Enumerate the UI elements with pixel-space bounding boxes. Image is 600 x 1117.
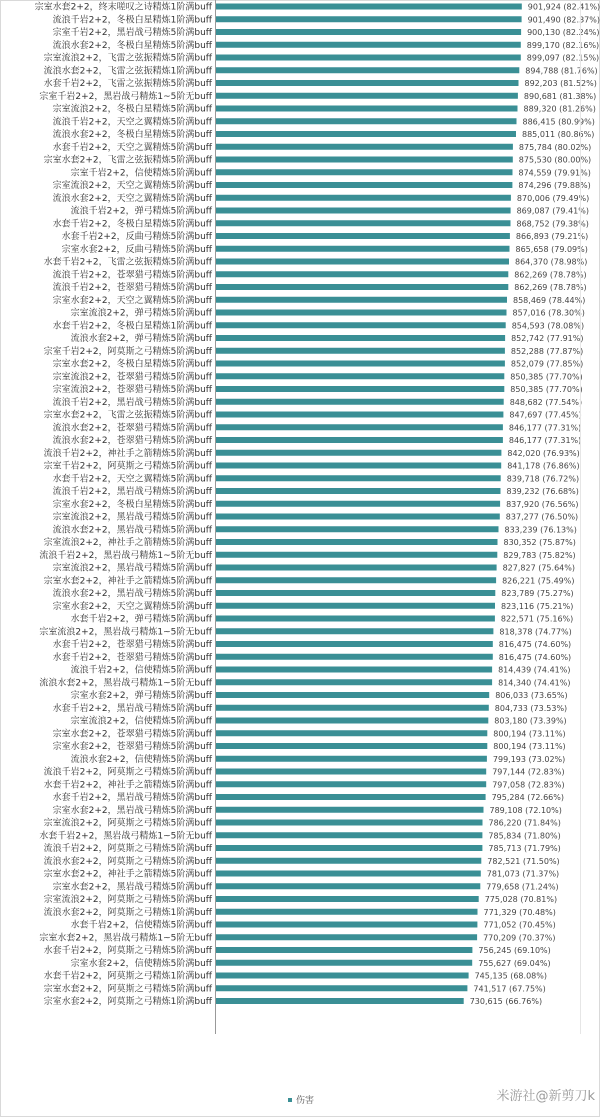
bar[interactable] [216,373,504,379]
value-label: 900,130 (82.24%) [527,28,600,37]
category-label: 宗室千岩2+2，黑岩战弓精炼1~5阶无buff [39,91,212,102]
value-label: 865,658 (79.09%) [515,244,588,254]
category-label: 宗室水套2+2，冬极白星精炼5阶满buff [52,359,212,370]
category-label: 宗室千岩2+2，黑岩战弓精炼5阶满buff [52,28,212,38]
bar[interactable] [216,654,493,660]
value-label: 850,385 (77.70%) [510,385,583,394]
bar[interactable] [216,233,510,239]
category-label: 流浪千岩2+2，黑岩战弓精炼5阶满buff [52,397,212,408]
value-label: 800,194 (73.11%) [493,729,566,739]
category-label: 水套千岩2+2，苍翠猎弓精炼5阶满buff [52,640,212,650]
category-label: 宗室水套2+2，黑岩战弓精炼1~5阶无buff [39,933,212,944]
bar[interactable] [216,501,500,507]
value-label: 850,385 (77.70%) [510,372,583,382]
bars [216,4,522,1005]
category-label: 流浪水套2+2，黑岩战弓精炼1~5阶无buff [39,678,212,689]
category-label: 流浪水套2+2，弹弓精炼5阶满buff [70,334,212,344]
bar[interactable] [216,769,486,775]
legend[interactable] [288,1094,314,1106]
value-label: 816,475 (74.60%) [498,652,572,662]
value-label: 830,352 (75.87%) [503,538,576,547]
bar[interactable] [216,526,499,532]
category-label: 流浪水套2+2，阿莫斯之弓精炼1阶满buff [43,907,212,918]
bar[interactable] [216,322,506,328]
bar[interactable] [216,985,467,991]
category-label: 流浪水套2+2，信使精炼5阶满buff [70,754,212,765]
bar[interactable] [216,475,501,481]
category-label: 宗室流浪2+2，黑岩战弓精炼5阶满buff [52,512,212,523]
category-label: 宗室流浪2+2，冬极白星精炼5阶满buff [52,104,212,115]
bar[interactable] [216,55,521,61]
category-label: 宗室流浪2+2，黑岩战弓精炼1~5阶无buff [39,627,212,638]
category-label: 宗室流浪2+2，苍翠猎弓精炼5阶满buff [52,372,212,383]
value-label: 885,011 (80.86%) [522,130,595,139]
bar[interactable] [216,858,481,864]
value-label: 822,571 (75.16%) [500,614,574,624]
bar[interactable] [216,565,497,571]
category-label: 流浪千岩2+2，黑岩战弓精炼5阶满buff [52,487,212,497]
category-label: 水套千岩2+2，冬极白星精炼5阶满buff [52,219,212,230]
bar[interactable] [216,348,505,354]
bar[interactable] [216,628,493,634]
value-label: 745,135 (68.08%) [474,971,547,981]
bar[interactable] [216,896,479,902]
category-label: 流浪千岩2+2，信使精炼5阶满buff [70,665,212,676]
bar[interactable] [216,80,519,86]
bar[interactable] [216,960,472,966]
bar[interactable] [216,310,507,316]
category-label: 宗室千岩2+2，信使精炼5阶满buff [70,168,212,179]
category-label: 流浪千岩2+2，弹弓精炼5阶满buff [70,206,212,217]
value-label: 799,193 (73.02%) [492,754,566,764]
value-label: 847,697 (77.45%) [509,410,582,420]
value-label: 833,239 (76.13%) [504,525,577,535]
bar[interactable] [216,131,516,137]
category-label: 宗室水套2+2，神社手之箭精炼5阶满buff [43,576,212,587]
category-label: 宗室水套2+2，飞雷之弦振精炼5阶满buff [43,410,212,421]
bar[interactable] [216,909,478,915]
value-label: 781,073 (71.37%) [486,869,560,879]
category-label: 宗室流浪2+2，天空之翼精炼5阶满buff [52,181,212,191]
bar[interactable] [216,947,472,953]
value-label: 775,028 (70.81%) [484,895,558,904]
category-label: 水套千岩2+2，阿莫斯之弓精炼5阶满buff [43,946,212,956]
bar[interactable] [216,437,503,443]
value-label: 804,733 (73.53%) [494,703,568,713]
category-label: 水套千岩2+2，黑岩战弓精炼5阶满buff [52,793,212,803]
value-label: 866,893 (79.21%) [515,232,589,241]
value-label: 785,834 (71.80%) [488,831,561,841]
value-label: 886,415 (80.99%) [522,117,595,127]
bar[interactable] [216,794,486,800]
category-label: 宗室流浪2+2，苍翠猎弓精炼5阶满buff [52,385,212,395]
category-label: 流浪水套2+2，黑岩战弓精炼5阶满buff [52,589,212,599]
value-label: 800,194 (73.11%) [493,742,566,751]
value-label: 826,221 (75.49%) [502,576,575,586]
bar[interactable] [216,195,511,201]
bar[interactable] [216,871,481,877]
bar[interactable] [216,157,513,163]
bar[interactable] [216,488,501,494]
bar[interactable] [216,144,513,150]
value-label: 852,742 (77.91%) [511,334,584,343]
bar[interactable] [216,399,504,405]
value-label: 839,718 (76.72%) [506,474,580,484]
category-label: 宗室水套2+2，阿莫斯之弓精炼1阶满buff [43,997,212,1007]
bar[interactable] [216,284,508,290]
category-label: 宗室水套2+2，神社手之箭精炼5阶满buff [43,869,212,880]
category-label: 流浪水套2+2，飞雷之弦振精炼1阶满buff [43,66,212,77]
value-label: 846,177 (77.31%) [508,436,582,445]
value-label: 795,284 (72.66%) [491,793,564,802]
category-label: 水套千岩2+2，黑岩战弓精炼1~5阶无buff [39,831,212,842]
legend-label: 伤害 [296,1096,315,1106]
value-label: 741,517 (67.75%) [473,984,546,994]
bar[interactable] [216,118,517,124]
bar[interactable] [216,424,503,430]
value-label: 868,752 (79.38%) [516,219,589,229]
value-label: 875,530 (80.00%) [518,155,592,165]
value-label: 837,920 (76.56%) [506,499,579,509]
value-label: 901,490 (82.37%) [527,15,600,25]
value-label: 892,203 (81.52%) [524,79,597,88]
category-label: 流浪千岩2+2，冬极白星精炼1阶满buff [52,15,212,26]
category-label: 宗室水套2+2，信使精炼5阶满buff [70,958,212,969]
category-label: 流浪千岩2+2，天空之翼精炼5阶满buff [52,117,212,128]
category-label: 宗室水套2+2，弹弓精炼5阶满buff [70,691,212,701]
category-label: 流浪水套2+2，阿莫斯之弓精炼5阶满buff [43,856,212,867]
value-label: 846,177 (77.31%) [508,423,582,433]
value-label: 779,658 (71.24%) [486,882,559,892]
category-label: 宗室千岩2+2，阿莫斯之弓精炼5阶满buff [43,461,212,472]
category-label: 流浪水套2+2，苍翠猎弓精炼5阶满buff [52,423,212,434]
category-label: 水套千岩2+2，黑岩战弓精炼5阶满buff [52,703,212,714]
bar[interactable] [216,577,496,583]
value-label: 823,789 (75.27%) [501,589,574,598]
bar[interactable] [216,679,492,685]
bar[interactable] [216,514,500,520]
bar[interactable] [216,820,483,826]
category-label: 宗室水套2+2，终末嗟叹之诗精炼1阶满buff [34,2,212,13]
category-label: 宗室流浪2+2，阿莫斯之弓精炼5阶满buff [43,895,212,905]
category-label: 水套千岩2+2，天空之翼精炼5阶满buff [52,142,212,153]
bar[interactable] [216,297,507,303]
category-label: 水套千岩2+2，冬极白星精炼1阶满buff [52,321,212,332]
category-label: 宗室流浪2+2，飞雷之弦振精炼5阶满buff [43,53,212,64]
value-label: 771,329 (70.48%) [483,907,556,917]
bar[interactable] [216,845,482,851]
category-labels [35,1,213,1008]
category-label: 宗室水套2+2，天空之翼精炼5阶满buff [52,601,212,612]
value-label: 771,052 (70.45%) [483,920,556,930]
bar[interactable] [216,106,518,112]
bar[interactable] [216,16,522,22]
category-label: 宗室水套2+2，黑岩战弓精炼5阶满buff [52,882,212,893]
bar[interactable] [216,641,493,647]
category-label: 水套千岩2+2，阿莫斯之弓精炼1阶满buff [43,971,212,982]
bar[interactable] [216,692,489,698]
value-label: 839,232 (76.68%) [506,487,579,496]
value-label: 782,521 (71.50%) [487,856,560,866]
bar[interactable] [216,4,522,10]
bar[interactable] [216,883,480,889]
value-label: 814,340 (74.41%) [498,678,571,688]
value-label: 770,209 (70.37%) [483,933,556,943]
value-label: 829,783 (75.82%) [503,550,576,560]
category-label: 水套千岩2+2，弹弓精炼5阶满buff [70,614,212,625]
bar[interactable] [216,934,477,940]
value-label: 862,269 (78.78%) [514,270,587,280]
bar[interactable] [216,335,505,341]
category-label: 宗室水套2+2，天空之翼精炼5阶满buff [52,295,212,306]
category-label: 宗室流浪2+2，阿莫斯之弓精炼5阶满buff [43,818,212,829]
category-label: 宗室流浪2+2，黑岩战弓精炼5阶满buff [52,563,212,574]
category-label: 流浪千岩2+2，神社手之箭精炼5阶满buff [43,448,212,459]
value-label: 848,682 (77.54%) [509,397,583,407]
bar[interactable] [216,922,477,928]
category-label: 水套千岩2+2，天空之翼精炼5阶满buff [52,474,212,485]
value-label: 890,681 (81.38%) [523,91,597,101]
value-label: 806,033 (73.65%) [495,691,568,700]
bar[interactable] [216,616,495,622]
category-label: 宗室流浪2+2，信使精炼5阶满buff [70,716,212,727]
bar[interactable] [216,705,489,711]
bar[interactable] [216,590,495,596]
category-label: 宗室水套2+2，黑岩战弓精炼5阶满buff [52,805,212,816]
bar[interactable] [216,220,511,226]
value-label: 755,627 (69.04%) [478,958,551,968]
category-label: 宗室水套2+2，冬极白星精炼5阶满buff [52,499,212,510]
value-label: 894,788 (81.76%) [525,66,598,76]
category-label: 流浪水套2+2，天空之翼精炼5阶满buff [52,193,212,204]
bar[interactable] [216,246,510,252]
category-label: 流浪水套2+2，黑岩战弓精炼5阶满buff [52,525,212,536]
value-label: 803,180 (73.39%) [494,716,567,726]
bar[interactable] [216,998,464,1004]
category-label: 流浪千岩2+2，阿莫斯之弓精炼5阶满buff [43,767,212,778]
value-label: 827,827 (75.64%) [502,563,575,573]
bar[interactable] [216,463,501,469]
value-label: 854,593 (78.08%) [511,321,585,331]
value-label: 874,559 (79.91%) [518,168,591,178]
value-label: 869,087 (79.41%) [516,206,589,216]
category-label: 流浪千岩2+2，苍翠猎弓精炼5阶满buff [52,270,212,281]
bar[interactable] [216,832,482,838]
bar[interactable] [216,718,488,724]
value-label: 816,475 (74.60%) [498,640,572,649]
value-label: 841,178 (76.86%) [507,461,580,471]
value-label: 756,245 (69.10%) [478,946,551,955]
value-label: 797,058 (72.83%) [492,780,565,790]
value-label: 875,784 (80.02%) [518,142,592,152]
legend-swatch [288,1098,292,1102]
category-label: 水套千岩2+2，苍翠猎弓精炼5阶满buff [52,652,212,663]
value-label: 864,370 (78.98%) [515,257,588,267]
bar[interactable] [216,743,487,749]
category-label: 水套千岩2+2，神社手之箭精炼5阶满buff [43,780,212,791]
category-label: 宗室水套2+2，苍翠猎弓精炼5阶满buff [52,729,212,740]
category-label: 宗室流浪2+2，神社手之箭精炼5阶满buff [43,538,212,548]
value-label: 823,116 (75.21%) [501,601,574,611]
bar[interactable] [216,271,508,277]
bar[interactable] [216,42,521,48]
value-label: 874,296 (79.88%) [518,181,591,190]
value-label: 797,144 (72.83%) [492,767,565,777]
value-label: 818,378 (74.77%) [499,627,572,637]
bar[interactable] [216,93,518,99]
category-label: 宗室水套2+2，苍翠猎弓精炼5阶满buff [52,742,212,752]
bar[interactable] [216,67,519,73]
bar[interactable] [216,412,503,418]
bar[interactable] [216,807,484,813]
bar[interactable] [216,259,509,265]
bar[interactable] [216,169,513,175]
category-label: 流浪水套2+2，苍翠猎弓精炼5阶满buff [52,436,212,446]
value-label: 870,006 (79.49%) [516,193,590,203]
value-label: 899,170 (82.16%) [526,40,600,50]
category-label: 宗室流浪2+2，弹弓精炼5阶满buff [70,308,212,319]
category-label: 宗室水套2+2，飞雷之弦振精炼5阶满buff [43,155,212,166]
bar[interactable] [216,182,512,188]
value-label: 842,020 (76.93%) [507,448,580,458]
value-label: 852,288 (77.87%) [510,346,584,356]
value-label: 730,615 (66.76%) [469,997,543,1006]
bar[interactable] [216,552,497,558]
value-label: 837,277 (76.50%) [505,512,579,522]
bar[interactable] [216,539,498,545]
value-label: 858,469 (78.44%) [513,295,586,305]
value-label: 786,220 (71.84%) [488,818,561,828]
watermark-text: 米游社@新剪刀k [496,1089,595,1104]
category-label: 宗室水套2+2，阿莫斯之弓精炼5阶满buff [43,984,212,995]
bar[interactable] [216,730,487,736]
category-label: 水套千岩2+2，信使精炼5阶满buff [70,920,212,931]
category-label: 宗室水套2+2，反曲弓精炼5阶满buff [61,244,212,255]
category-label: 流浪千岩2+2，阿莫斯之弓精炼5阶满buff [43,844,212,854]
category-label: 水套千岩2+2，反曲弓精炼5阶满buff [61,232,212,242]
bar[interactable] [216,29,521,35]
bar[interactable] [216,603,495,609]
category-label: 水套千岩2+2，飞雷之弦振精炼5阶满buff [43,79,212,89]
category-label: 水套千岩2+2，飞雷之弦振精炼5阶满buff [43,257,212,268]
value-label: 789,108 (72.10%) [489,805,562,815]
category-label: 流浪水套2+2，冬极白星精炼5阶满buff [52,130,212,140]
value-label: 901,924 (82.41%) [527,2,600,12]
value-label: 862,269 (78.78%) [514,283,587,292]
bar[interactable] [216,450,501,456]
bar[interactable] [216,361,505,367]
bar[interactable] [216,386,504,392]
bar[interactable] [216,756,487,762]
bar[interactable] [216,781,486,787]
value-label: 889,320 (81.26%) [523,104,596,114]
bar[interactable] [216,208,511,214]
value-label: 852,079 (77.85%) [510,359,584,369]
bar[interactable] [216,973,469,979]
category-label: 流浪千岩2+2，黑岩战弓精炼1~5阶无buff [39,550,212,561]
value-label: 899,097 (82.15%) [526,53,600,63]
category-label: 流浪千岩2+2，苍翠猎弓精炼5阶满buff [52,283,212,293]
category-label: 宗室千岩2+2，阿莫斯之弓精炼5阶满buff [43,346,212,357]
value-label: 785,713 (71.79%) [488,844,561,853]
value-label: 857,016 (78.30%) [512,308,585,318]
value-label: 814,439 (74.41%) [498,665,571,675]
bar[interactable] [216,667,492,673]
category-label: 流浪水套2+2，冬极白星精炼5阶满buff [52,40,212,51]
